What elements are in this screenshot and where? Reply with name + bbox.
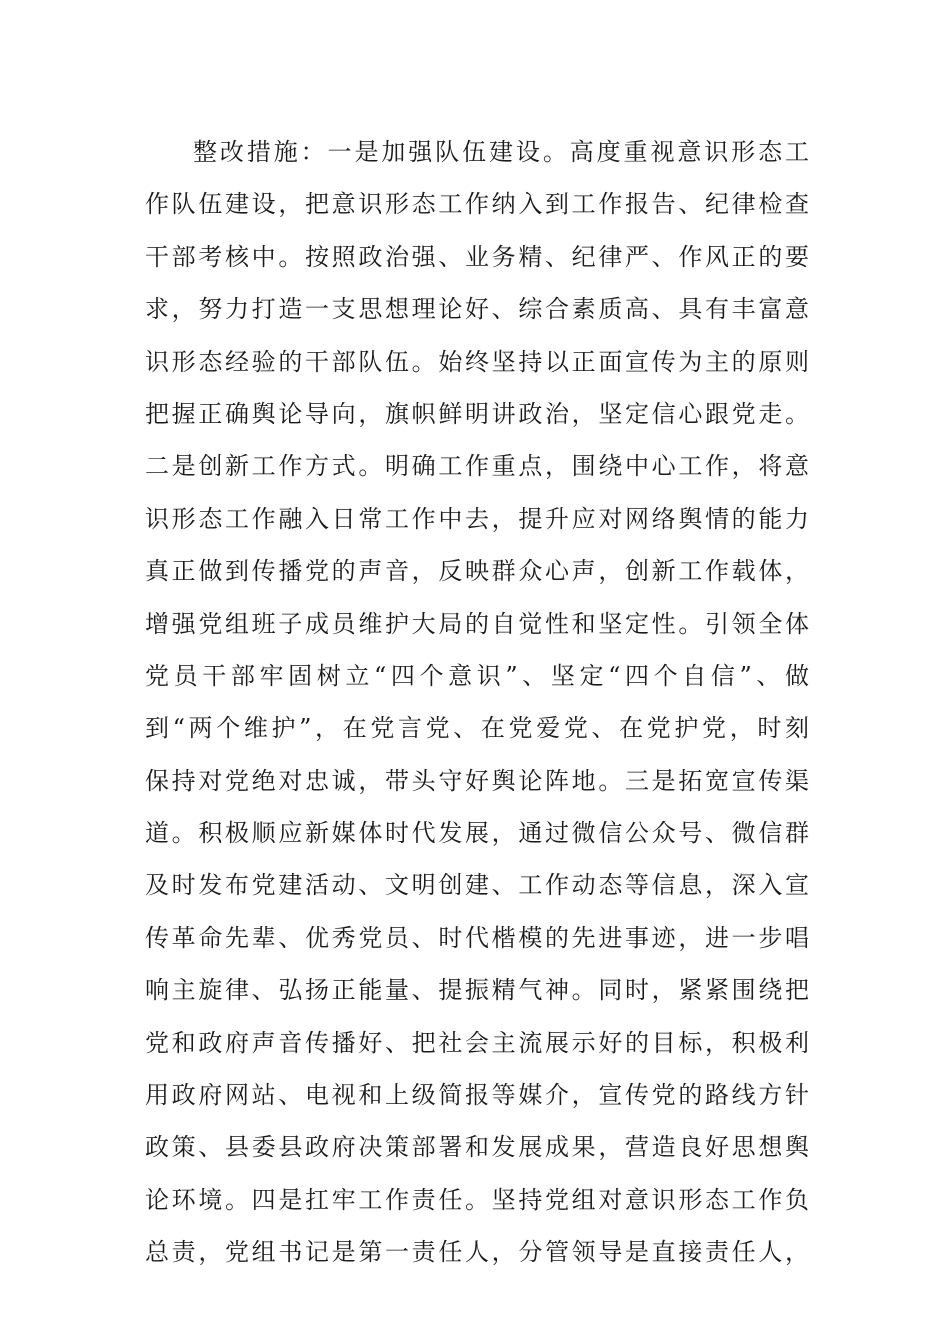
- text-line: 整改措施：一是加强队伍建设。高度重视意识形态工: [193, 138, 810, 166]
- text-line: 响主旋律、弘扬正能量、提振精气神。同时，紧紧围绕把: [145, 976, 810, 1005]
- text-line: 总责，党组书记是第一责任人，分管领导是直接责任人，: [145, 1238, 810, 1267]
- text-line: 论环境。四是扛牢工作责任。坚持党组对意识形态工作负: [145, 1185, 810, 1214]
- text-line: 识形态工作融入日常工作中去，提升应对网络舆情的能力: [145, 504, 810, 533]
- text-line: 党员干部牢固树立“四个意识”、坚定“四个自信”、做: [145, 661, 810, 690]
- text-line: 增强党组班子成员维护大局的自觉性和坚定性。引领全体: [145, 609, 810, 638]
- text-line: 求，努力打造一支思想理论好、综合素质高、具有丰富意: [145, 295, 810, 324]
- text-line: 党和政府声音传播好、把社会主流展示好的目标，积极利: [145, 1028, 810, 1057]
- body-paragraph: [145, 126, 810, 1279]
- text-line: 保持对党绝对忠诚，带头守好舆论阵地。三是拓宽宣传渠: [145, 766, 810, 795]
- text-line: 政策、县委县政府决策部署和发展成果，营造良好思想舆: [145, 1133, 810, 1162]
- text-line: 及时发布党建活动、文明创建、工作动态等信息，深入宣: [145, 871, 810, 900]
- text-line: 传革命先辈、优秀党员、时代楷模的先进事迹，进一步唱: [145, 923, 810, 952]
- text-line: 道。积极顺应新媒体时代发展，通过微信公众号、微信群: [145, 819, 810, 848]
- text-line: 把握正确舆论导向，旗帜鲜明讲政治，坚定信心跟党走。: [145, 399, 810, 428]
- text-line: 二是创新工作方式。明确工作重点，围绕中心工作，将意: [145, 452, 810, 481]
- text-line: 真正做到传播党的声音，反映群众心声，创新工作载体，: [145, 557, 810, 586]
- text-line: 到“两个维护”，在党言党、在党爱党、在党护党，时刻: [145, 714, 810, 743]
- text-line: 识形态经验的干部队伍。始终坚持以正面宣传为主的原则: [145, 347, 810, 376]
- text-line: 用政府网站、电视和上级简报等媒介，宣传党的路线方针: [145, 1081, 810, 1110]
- text-line: 干部考核中。按照政治强、业务精、纪律严、作风正的要: [145, 242, 810, 271]
- text-line: 作队伍建设，把意识形态工作纳入到工作报告、纪律检查: [145, 190, 810, 219]
